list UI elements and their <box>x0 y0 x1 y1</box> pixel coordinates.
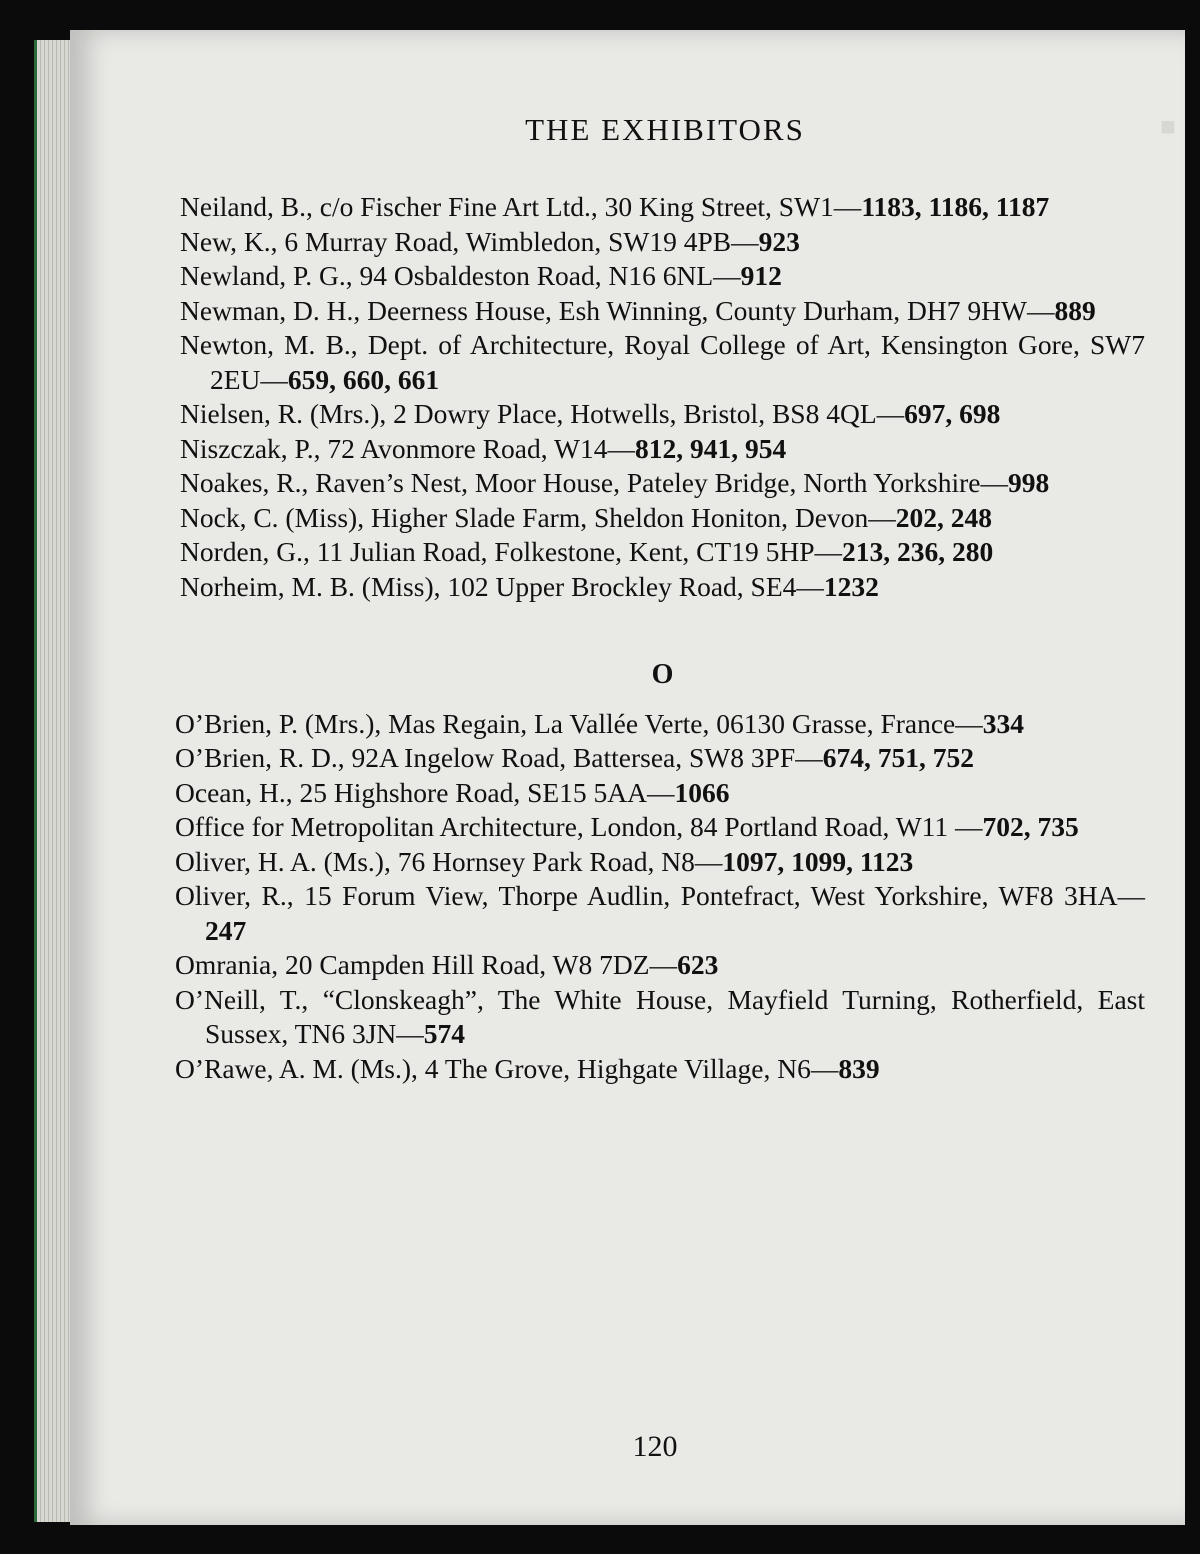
section-o <box>175 707 1145 1087</box>
exhibitor-entry <box>175 741 1145 776</box>
section-n <box>180 190 1145 604</box>
exhibitor-address: Newland, P. G., 94 Osbaldeston Road, N16 6NL— <box>180 260 741 291</box>
exhibitor-entry <box>180 466 1145 501</box>
exhibitor-entry <box>180 501 1145 536</box>
catalogue-numbers: 213, 236, 280 <box>842 536 994 567</box>
section-letter: O <box>651 659 674 690</box>
catalogue-numbers: 1232 <box>823 570 879 602</box>
exhibitor-address: Newton, M. B., Dept. of Architecture, Royal College of Art, Kensington Gore, SW7 2EU— <box>180 329 1145 395</box>
exhibitor-address: Noakes, R., Raven’s Nest, Moor House, Pateley Bridge, North Yorkshire— <box>180 467 1008 498</box>
exhibitor-entry <box>180 328 1145 397</box>
catalogue-numbers: 1183, 1186, 1187 <box>861 191 1050 222</box>
page-title: THE EXHIBITORS <box>525 112 805 147</box>
exhibitor-entry <box>180 570 1145 605</box>
exhibitor-address: Nielsen, R. (Mrs.), 2 Dowry Place, Hotwells, Bristol, BS8 4QL— <box>180 398 905 429</box>
exhibitor-address: Office for Metropolitan Architecture, London, 84 Portland Road, W11 — <box>175 811 983 842</box>
exhibitor-entry <box>175 948 1145 983</box>
exhibitor-entry <box>175 1052 1145 1087</box>
exhibitor-address: O’Neill, T., “Clonskeagh”, The White House, Mayfield Turning, Rotherfield, East Sussex, TN6 3JN— <box>175 983 1145 1049</box>
catalogue-numbers: 697, 698 <box>904 398 1001 429</box>
catalogue-numbers: 923 <box>758 225 800 257</box>
catalogue-numbers: 674, 751, 752 <box>822 742 974 773</box>
catalogue-numbers: 247 <box>205 914 247 946</box>
exhibitor-address: Oliver, H. A. (Ms.), 76 Hornsey Park Road, N8— <box>175 845 723 877</box>
catalogue-numbers: 1066 <box>674 776 730 808</box>
exhibitor-entry <box>175 983 1145 1052</box>
catalogue-numbers: 812, 941, 954 <box>634 432 787 464</box>
exhibitor-address: O’Brien, P. (Mrs.), Mas Regain, La Vallée Verte, 06130 Grasse, France— <box>175 707 983 739</box>
exhibitor-address: Norden, G., 11 Julian Road, Folkestone, Kent, CT19 5HP— <box>180 536 842 567</box>
exhibitor-address: Niszczak, P., 72 Avonmore Road, W14— <box>180 432 635 464</box>
exhibitor-address: New, K., 6 Murray Road, Wimbledon, SW19 4PB— <box>180 225 759 257</box>
show-through-text: ■ <box>1160 112 1176 141</box>
exhibitor-address: Omrania, 20 Campden Hill Road, W8 7DZ— <box>175 949 678 980</box>
catalogue-numbers: 912 <box>740 260 782 291</box>
exhibitor-entry <box>180 225 1145 260</box>
exhibitor-entry <box>180 397 1145 432</box>
exhibitor-list <box>175 190 1145 1086</box>
catalogue-numbers: 334 <box>982 707 1025 739</box>
exhibitor-address: Oliver, R., 15 Forum View, Thorpe Audlin, Pontefract, West Yorkshire, WF8 3HA— <box>175 880 1145 911</box>
page-number: 120 <box>632 1430 678 1463</box>
exhibitor-entry <box>175 879 1145 948</box>
exhibitor-entry <box>180 259 1145 294</box>
exhibitor-address: Nock, C. (Miss), Higher Slade Farm, Sheldon Honiton, Devon— <box>180 501 896 533</box>
exhibitor-address: Neiland, B., c/o Fischer Fine Art Ltd., 30 King Street, SW1— <box>180 191 862 222</box>
exhibitor-address: Ocean, H., 25 Highshore Road, SE15 5AA— <box>175 776 675 808</box>
exhibitor-address: Newman, D. H., Deerness House, Esh Winning, County Durham, DH7 9HW— <box>180 294 1055 326</box>
exhibitor-entry <box>180 432 1145 467</box>
catalogue-numbers: 659, 660, 661 <box>287 363 440 395</box>
catalogue-numbers: 702, 735 <box>982 811 1079 842</box>
exhibitor-entry <box>175 776 1145 811</box>
exhibitor-address: O’Rawe, A. M. (Ms.), 4 The Grove, Highgate Village, N6— <box>175 1052 839 1084</box>
exhibitor-entry <box>180 294 1145 329</box>
catalogue-numbers: 574 <box>423 1018 466 1049</box>
exhibitor-entry <box>175 707 1145 742</box>
exhibitor-entry <box>180 535 1145 570</box>
catalogue-numbers: 839 <box>838 1052 880 1084</box>
exhibitor-entry <box>175 810 1145 845</box>
catalogue-numbers: 623 <box>677 949 719 980</box>
exhibitor-entry <box>175 845 1145 880</box>
exhibitor-entry <box>180 190 1145 225</box>
exhibitor-address: Norheim, M. B. (Miss), 102 Upper Brockley Road, SE4— <box>180 570 824 602</box>
catalogue-numbers: 998 <box>1007 467 1050 498</box>
catalogue-numbers: 1097, 1099, 1123 <box>722 845 914 877</box>
catalogue-numbers: 889 <box>1054 294 1096 326</box>
exhibitor-address: O’Brien, R. D., 92A Ingelow Road, Battersea, SW8 3PF— <box>175 742 823 773</box>
catalogue-numbers: 202, 248 <box>895 501 992 533</box>
